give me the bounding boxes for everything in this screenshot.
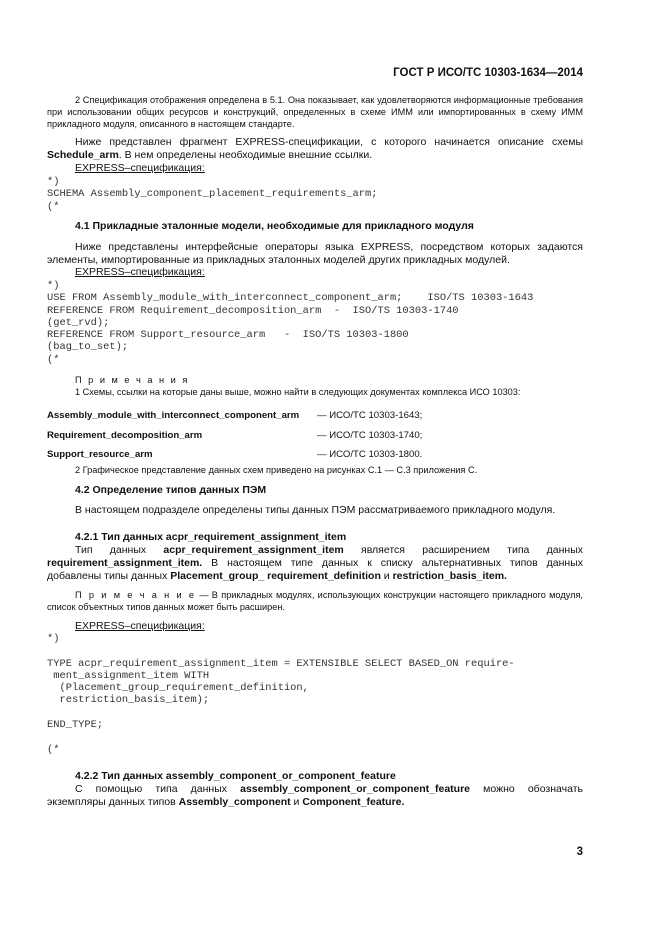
document-page: ГОСТ Р ИСО/ТС 10303-1634—2014 2 Спецификация отображения определена в 5.1. Она показывает, как удовлетворяются информационные требования при использовании общих ресурсов и конструкций, определенных в схеме ИММ или импортированных в схему ИММ прикладного модуля, описанного в настоящем стандарте. Ниже представлен фрагмент EXPRESS-спецификации, с которого начинается описание схемы Schedule_arm. В нем определены необходимые внешние ссылки. EXPRESS–спецификация: *) SCHEMA Assembly_component_placement_requirements_arm; (* 4.1 Прикладные эталонные модели, необходимые для прикладного модуля Ниже представлены интерфейсные операторы языка EXPRESS, посредством которых задаются элементы, импортированные из прикладных эталонных моделей других прикладных модулей. EXPRESS–спецификация: *) USE FROM Assembly_module_with_interconnect_component_arm; ISO/TS 10303-1643 REFERENCE FROM Requirement_decomposition_arm - ISO/TS 10303-1740 (get_rvd); REFERENCE FROM Support_resource_arm - ISO/TS 10303-1800 (bag_to_set); (* П р и м е ч а н и я 1 Схемы, ссылки на которые даны выше, можно найти в следующих документах комплекса ИСО 10303: Assembly_module_with_interconnect_component_arm — ИСО/ТС 10303-1643; Requirement_decomposition_arm — ИСО/ТС 10303-1740; Support_resource_arm — ИСО/ТС 10303-1800. 2 Графическое представление данных схем приведено на рисунках С.1 — С.3 приложения С. 4.2 Определение типов данных ПЭМ В настоящем подразделе определены типы данных ПЭМ рассматриваемого прикладного модуля. 4.2.1 Тип данных acpr_requirement_assignment_item Тип данных acpr_requirement_assignment_item является расширением типа данных requirement_assignment_item. В настоящем типе данных к списку альтернативных типов данных добавлены типы данных Placement_group_ requirement_definition и restriction_basis_item. П р и м е ч а н и е — В прикладных модулях, использующих конструкции настоящего прикладного модуля, список объектных типов данных может быть расширен. EXPRESS–спецификация: *) TYPE acpr_requirement_assignment_item = EXTENSIBLE SELECT BASED_ON require- ment_assignment_item WITH (Placement_group_requirement_definition, restriction_basis_item); END_TYPE; (* 4.2.2 Тип данных assembly_component_or_component_feature С помощью типа данных assembly_component_or_component_feature можно обозначать экземпляры данных типов Assembly_component и Component_feature. 3	[47, 67, 583, 858]
heading-4-2-2: 4.2.2 Тип данных assembly_component_or_component_feature	[75, 770, 396, 782]
note-2-intro: 2 Спецификация отображения определена в 5.1. Она показывает, как удовлетворяются информационные требования при использовании общих ресурсов и конструкций, определенных в схеме ИММ или импортированных в схему ИММ прикладного модуля, описанного в настоящем стандарте.	[47, 95, 583, 129]
paragraph-acpr: Тип данных acpr_requirement_assignment_item является расширением типа данных requirement_assignment_item. В настоящем типе данных к списку альтернативных типов данных добавлены типы данных Placement_group_ requirement_definition и restriction_basis_item.	[47, 544, 583, 582]
express-label-1: EXPRESS–спецификация:	[75, 162, 205, 174]
code-block-1: *) SCHEMA Assembly_component_placement_requirements_arm; (*	[47, 176, 378, 213]
note-1: 1 Схемы, ссылки на которые даны выше, можно найти в следующих документах комплекса ИСО 10303:	[75, 387, 521, 397]
paragraph-types: В настоящем подразделе определены типы данных ПЭМ рассматриваемого прикладного модуля.	[75, 504, 556, 516]
note-2: 2 Графическое представление данных схем приведено на рисунках С.1 — С.3 приложения С.	[75, 465, 478, 475]
page-header: ГОСТ Р ИСО/ТС 10303-1634—2014	[393, 67, 583, 79]
heading-4-2-1: 4.2.1 Тип данных acpr_requirement_assignment_item	[75, 531, 347, 543]
code-block-2: *) USE FROM Assembly_module_with_interconnect_component_arm; ISO/TS 10303-1643 REFERENCE FROM Requirement_decomposition_arm - ISO/TS 10303-1740 (get_rvd); REFERENCE FROM Support_resource_arm - ISO/TS 10303-1800 (bag_to_set); (*	[47, 280, 534, 366]
code-block-3: *) TYPE acpr_requirement_assignment_item = EXTENSIBLE SELECT BASED_ON require- ment_assignment_item WITH (Placement_group_requirement_definition, restriction_basis_item); END_TYPE; (*	[47, 633, 515, 756]
paragraph-assembly: С помощью типа данных assembly_component_or_component_feature можно обозначать экземпляры данных типов Assembly_component и Component_feature.	[47, 783, 583, 808]
page-number: 3	[576, 846, 583, 858]
paragraph-interface: Ниже представлены интерфейсные операторы языка EXPRESS, посредством которых задаются элементы, импортированные из прикладных эталонных моделей других прикладных модулей.	[47, 241, 583, 266]
heading-4-2: 4.2 Определение типов данных ПЭМ	[75, 484, 267, 496]
note-3: П р и м е ч а н и е — В прикладных модулях, использующих конструкции настоящего прикладного модуля, список объектных типов данных может быть расширен.	[47, 590, 583, 612]
paragraph-schema-intro: Ниже представлен фрагмент EXPRESS-спецификации, с которого начинается описание схемы Schedule_arm. В нем определены необходимые внешние ссылки.	[47, 136, 583, 161]
express-label-2: EXPRESS–спецификация:	[75, 266, 205, 278]
notes-title: П р и м е ч а н и я	[75, 375, 190, 385]
express-label-3: EXPRESS–спецификация:	[75, 620, 205, 632]
heading-4-1: 4.1 Прикладные эталонные модели, необходимые для прикладного модуля	[75, 220, 474, 232]
